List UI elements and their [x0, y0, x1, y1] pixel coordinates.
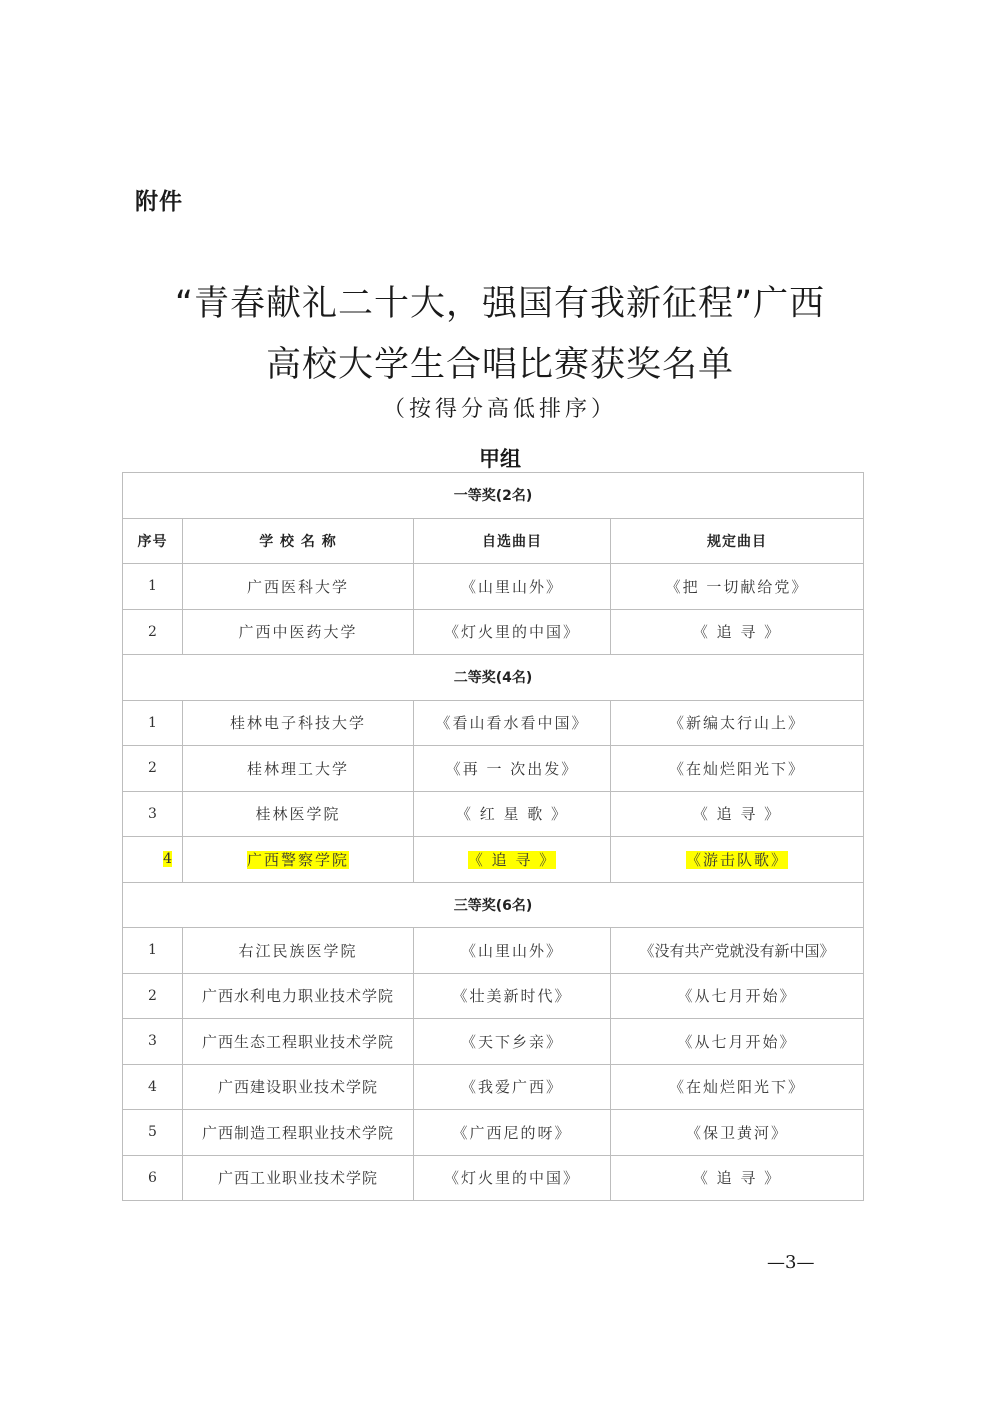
group-title: 甲组 — [479, 447, 521, 471]
row-school: 广西生态工程职业技术学院 — [183, 1019, 414, 1065]
row-required-song: 《 追 寻 》 — [611, 1155, 864, 1201]
table-row — [123, 1019, 864, 1065]
row-required-song: 《 追 寻 》 — [611, 791, 864, 837]
table-row — [123, 1064, 864, 1110]
section-title: 一等奖(2名) — [123, 473, 864, 519]
table-row — [123, 700, 864, 746]
row-required-song-cell — [611, 837, 864, 883]
section-title: 三等奖(6名) — [123, 882, 864, 928]
row-index: 4 — [123, 1064, 183, 1110]
row-index: 4 — [163, 851, 172, 868]
row-free-song: 《我爱广西》 — [414, 1064, 611, 1110]
row-free-song: 《壮美新时代》 — [414, 973, 611, 1019]
row-school: 广西建设职业技术学院 — [183, 1064, 414, 1110]
row-free-song: 《天下乡亲》 — [414, 1019, 611, 1065]
page-number: —3— — [767, 1252, 815, 1273]
section-header-row — [123, 882, 864, 928]
row-school: 广西水利电力职业技术学院 — [183, 973, 414, 1019]
row-index: 1 — [123, 700, 183, 746]
row-index: 6 — [123, 1155, 183, 1201]
row-index: 1 — [123, 928, 183, 974]
row-required-song: 《把 一切献给党》 — [611, 564, 864, 610]
section-title: 二等奖(4名) — [123, 655, 864, 701]
row-school: 桂林理工大学 — [183, 746, 414, 792]
table-row — [123, 928, 864, 974]
row-required-song: 《保卫黄河》 — [611, 1110, 864, 1156]
page-title-line-2: 高校大学生合唱比赛获奖名单 — [265, 345, 734, 385]
table-row — [123, 973, 864, 1019]
section-header-row — [123, 473, 864, 519]
row-required-song: 《从七月开始》 — [611, 1019, 864, 1065]
header-free-song: 自选曲目 — [414, 518, 611, 564]
row-required-song: 《没有共产党就没有新中国》 — [611, 928, 864, 974]
row-free-song: 《山里山外》 — [414, 564, 611, 610]
row-school: 桂林医学院 — [183, 791, 414, 837]
row-school-cell — [183, 837, 414, 883]
row-index-cell — [123, 837, 183, 883]
subtitle: （按得分高低排序） — [382, 397, 617, 422]
row-free-song-cell — [414, 837, 611, 883]
row-free-song: 《 红 星 歌 》 — [414, 791, 611, 837]
row-required-song: 《 追 寻 》 — [611, 609, 864, 655]
table-row — [123, 1110, 864, 1156]
row-free-song: 《灯火里的中国》 — [414, 1155, 611, 1201]
row-school: 桂林电子科技大学 — [183, 700, 414, 746]
row-free-song: 《看山看水看中国》 — [414, 700, 611, 746]
header-required-song: 规定曲目 — [611, 518, 864, 564]
table-row — [123, 791, 864, 837]
table-row — [123, 564, 864, 610]
awards-table — [122, 472, 864, 1201]
row-school: 右江民族医学院 — [183, 928, 414, 974]
header-school: 学 校 名 称 — [183, 518, 414, 564]
row-free-song: 《山里山外》 — [414, 928, 611, 974]
row-school: 广西制造工程职业技术学院 — [183, 1110, 414, 1156]
row-index: 3 — [123, 791, 183, 837]
row-school: 广西医科大学 — [183, 564, 414, 610]
row-school: 广西工业职业技术学院 — [183, 1155, 414, 1201]
row-index: 2 — [123, 973, 183, 1019]
row-free-song: 《 追 寻 》 — [467, 850, 557, 869]
row-index: 1 — [123, 564, 183, 610]
attachment-label: 附件 — [135, 189, 183, 215]
row-school: 广西中医药大学 — [183, 609, 414, 655]
row-free-song: 《再 一 次出发》 — [414, 746, 611, 792]
row-required-song: 《游击队歌》 — [686, 850, 789, 869]
row-index: 2 — [123, 746, 183, 792]
page-title-line-1: “青春献礼二十大，强国有我新征程”广西 — [174, 284, 826, 324]
table-row — [123, 609, 864, 655]
row-free-song: 《灯火里的中国》 — [414, 609, 611, 655]
row-required-song: 《新编太行山上》 — [611, 700, 864, 746]
header-index: 序号 — [123, 518, 183, 564]
row-free-song: 《广西尼的呀》 — [414, 1110, 611, 1156]
row-required-song: 《在灿烂阳光下》 — [611, 1064, 864, 1110]
table-row — [123, 746, 864, 792]
row-index: 3 — [123, 1019, 183, 1065]
row-school: 广西警察学院 — [246, 850, 349, 869]
row-index: 2 — [123, 609, 183, 655]
row-required-song: 《在灿烂阳光下》 — [611, 746, 864, 792]
table-row — [123, 1155, 864, 1201]
table-row-highlighted — [123, 837, 864, 883]
row-required-song: 《从七月开始》 — [611, 973, 864, 1019]
row-index: 5 — [123, 1110, 183, 1156]
column-header-row — [123, 518, 864, 564]
section-header-row — [123, 655, 864, 701]
